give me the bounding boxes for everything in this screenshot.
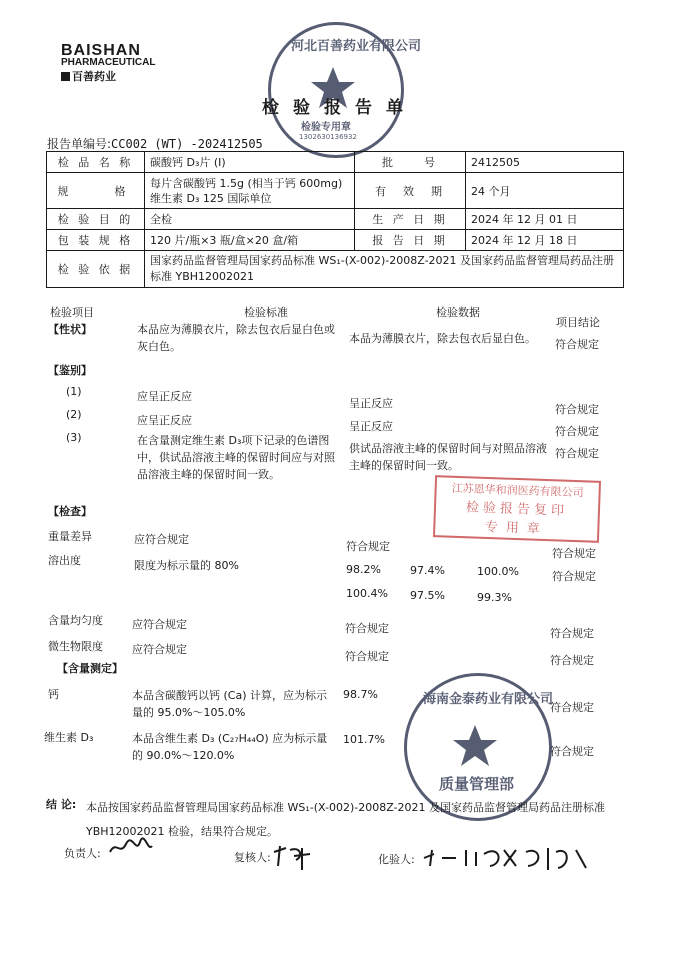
report-date-label: 报 告 日 期: [355, 230, 466, 251]
spec-value-line2: 维生素 D₃ 125 国际单位: [150, 191, 272, 205]
appearance-data: 本品为薄膜衣片，除去包衣后显白色。: [349, 332, 536, 345]
calcium-data: 98.7%: [343, 688, 378, 701]
dissolution-standard: 限度为标示量的 80%: [134, 559, 239, 572]
reviewer-signature: [270, 842, 314, 872]
basis-value: 国家药品监督管理局国家药品标准 WS₁-(X-002)-2008Z-2021 及国家药品监督管理局药品注册标准 YBH12002021: [145, 251, 624, 288]
company-inspection-seal: [268, 22, 422, 158]
tester-signature: [420, 840, 600, 874]
reviewer-label: 复核人:: [234, 851, 271, 864]
uniformity-item: 含量均匀度: [48, 614, 103, 627]
company-seal-name: 河北百善药业有限公司: [291, 39, 422, 54]
ident-2-no: (2): [66, 408, 82, 421]
uniformity-data: 符合规定: [345, 622, 389, 635]
ident-2-data: 呈正反应: [349, 420, 393, 433]
vitamin-data: 101.7%: [343, 733, 385, 746]
report-number-label: 报告单编号:: [47, 137, 112, 151]
copy-seal-line1: 江苏恩华和润医药有限公司: [451, 481, 584, 500]
conclusion-text: 本品按国家药品监督管理局国家药品标准 WS₁-(X-002)-2008Z-2021 及国家药品监督管理局药品注册标准 YBH12002021 检验，结果符合规定。: [86, 801, 606, 838]
ident-1-conclusion: 符合规定: [555, 403, 599, 416]
calcium-item: 钙: [48, 688, 59, 701]
ident-3-no: (3): [66, 431, 82, 444]
purpose-value: 全检: [145, 209, 355, 230]
copy-report-seal: [433, 475, 601, 543]
company-logo-name: BAISHAN: [61, 42, 141, 59]
batch-label: 批 号: [355, 152, 466, 173]
pack-label: 包 装 规 格: [47, 230, 145, 251]
purpose-label: 检 验 目 的: [47, 209, 145, 230]
weight-item: 重量差异: [48, 530, 92, 543]
responsible-label: 负责人:: [64, 847, 101, 860]
weight-standard: 应符合规定: [134, 533, 189, 546]
conclusion-label: 结 论:: [46, 798, 77, 811]
microbial-data: 符合规定: [345, 650, 389, 663]
company-seal-bottom: 检验专用章: [301, 122, 351, 133]
microbial-item: 微生物限度: [48, 640, 103, 653]
vitamin-conclusion: 符合规定: [550, 745, 594, 758]
section-identification: 【鉴别】: [48, 364, 92, 377]
uniformity-conclusion: 符合规定: [550, 627, 594, 640]
appearance-standard: 本品应为薄膜衣片，除去包衣后显白色或灰白色。: [137, 323, 335, 353]
header-conclusion: 项目结论: [556, 316, 600, 329]
ident-2-conclusion: 符合规定: [555, 425, 599, 438]
spec-value: [145, 173, 355, 209]
dissolution-r2-v3: 99.3%: [477, 591, 512, 604]
spec-label: 规 格: [47, 173, 145, 209]
info-table: [46, 151, 624, 288]
header-item: 检验项目: [50, 306, 94, 319]
ident-2-standard: 应呈正反应: [137, 414, 192, 427]
qm-seal-name: 海南金泰药业有限公司: [423, 692, 554, 707]
qm-seal-bottom: 质量管理部: [439, 775, 515, 793]
appearance-conclusion: 符合规定: [555, 338, 599, 351]
ident-3-data: 供试品溶液主峰的保留时间与对照品溶液主峰的保留时间一致。: [349, 442, 547, 472]
validity-label: 有 效 期: [355, 173, 466, 209]
dissolution-r2-v2: 97.5%: [410, 589, 445, 602]
mfg-date-value: 2024 年 12 月 01 日: [466, 209, 624, 230]
microbial-conclusion: 符合规定: [550, 654, 594, 667]
calcium-standard: 本品含碳酸钙以钙 (Ca) 计算，应为标示量的 95.0%～105.0%: [132, 689, 327, 719]
report-date-value: 2024 年 12 月 18 日: [466, 230, 624, 251]
tester-label: 化验人:: [378, 853, 415, 866]
ident-3-conclusion: 符合规定: [555, 447, 599, 460]
uniformity-standard: 应符合规定: [132, 618, 187, 631]
section-inspection: 【检查】: [48, 505, 92, 518]
report-number-value: CC002 (WT) -202412505: [111, 137, 263, 151]
dissolution-r2-v1: 100.4%: [346, 587, 388, 600]
dissolution-r1-v2: 97.4%: [410, 564, 445, 577]
ident-1-no: (1): [66, 385, 82, 398]
section-assay: 【含量测定】: [57, 662, 123, 675]
vitamin-item: 维生素 D₃: [44, 731, 94, 744]
dissolution-r1-v1: 98.2%: [346, 563, 381, 576]
mfg-date-label: 生 产 日 期: [355, 209, 466, 230]
company-logo-cn-text: 百善药业: [72, 70, 116, 83]
copy-seal-line3: 专用章: [484, 519, 549, 538]
dissolution-conclusion: 符合规定: [552, 570, 596, 583]
ident-1-standard: 应呈正反应: [137, 390, 192, 403]
document-title: 检验报告单: [262, 98, 417, 118]
header-data: 检验数据: [436, 306, 480, 319]
section-appearance: 【性状】: [48, 323, 92, 336]
pack-value: 120 片/瓶×3 瓶/盒×20 盒/箱: [145, 230, 355, 251]
company-logo-cn: [61, 68, 116, 84]
ident-1-data: 呈正反应: [349, 397, 393, 410]
vitamin-standard: 本品含维生素 D₃ (C₂₇H₄₄O) 应为标示量的 90.0%～120.0%: [132, 732, 328, 762]
spec-value-line1: 每片含碳酸钙 1.5g (相当于钙 600mg): [150, 176, 343, 190]
ident-3-standard: 在含量测定维生素 D₃项下记录的色谱图中，供试品溶液主峰的保留时间应与对照品溶液主峰的保留时间一致。: [137, 434, 335, 481]
responsible-signature: [108, 836, 154, 860]
weight-data: 符合规定: [346, 540, 390, 553]
microbial-standard: 应符合规定: [132, 643, 187, 656]
product-value: 碳酸钙 D₃片 (I): [145, 152, 355, 173]
dissolution-r1-v3: 100.0%: [477, 565, 519, 578]
batch-value: 2412505: [466, 152, 624, 173]
header-standard: 检验标准: [244, 306, 288, 319]
dissolution-item: 溶出度: [48, 554, 81, 567]
weight-conclusion: 符合规定: [552, 547, 596, 560]
basis-label: 检 验 依 据: [47, 251, 145, 288]
calcium-conclusion: 符合规定: [550, 701, 594, 714]
company-logo-subtitle: PHARMACEUTICAL: [61, 57, 156, 68]
product-label: 检 品 名 称: [47, 152, 145, 173]
copy-seal-line2: 检验报告复印: [465, 500, 569, 519]
logo-mark-icon: [61, 72, 70, 81]
company-seal-code: 1302630136932: [299, 133, 357, 141]
validity-value: 24 个月: [466, 173, 624, 209]
report-number: [47, 135, 263, 152]
